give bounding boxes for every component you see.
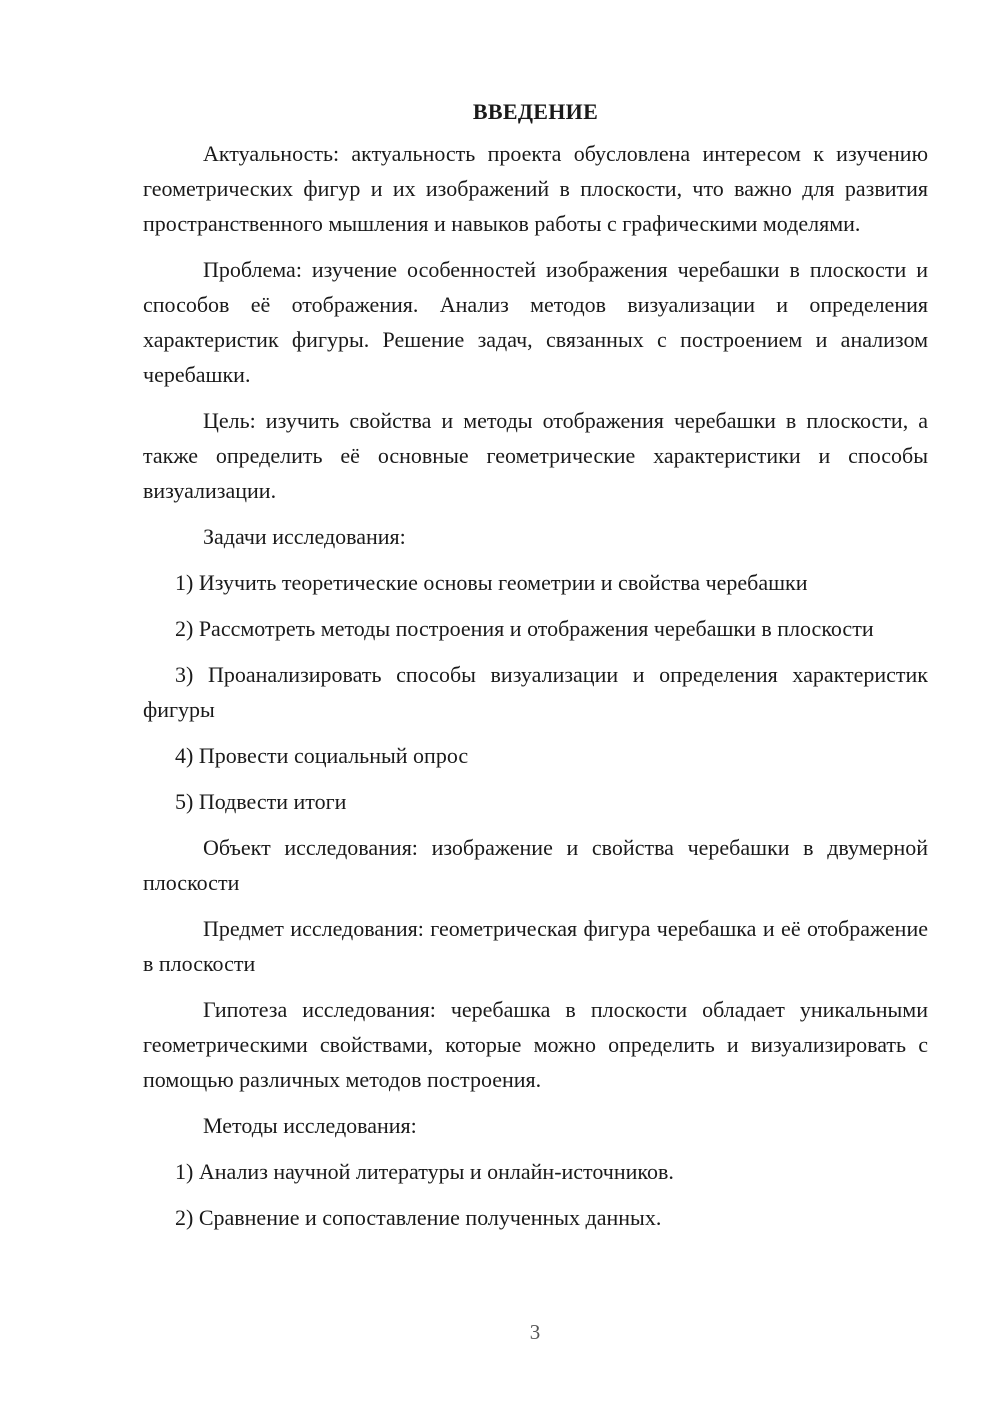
paragraph-goal: Цель: изучить свойства и методы отображения черебашки в плоскости, а также определить её основные геометрические характеристики и способы визуализации.: [143, 408, 928, 503]
paragraph-hypothesis: Гипотеза исследования: черебашка в плоскости обладает уникальными геометрическими свойствами, которые можно определить и визуализировать с помощью различных методов построения.: [143, 997, 928, 1092]
list-item: 4) Провести социальный опрос: [175, 743, 469, 768]
section-title: ВВЕДЕНИЕ: [472, 99, 599, 124]
list-item: 3) Проанализировать способы визуализации и определения характеристик фигуры: [143, 662, 928, 722]
list-item: 1) Изучить теоретические основы геометрии и свойства черебашки: [175, 570, 808, 595]
paragraph-subject: Предмет исследования: геометрическая фигура черебашка и её отображение в плоскости: [143, 916, 928, 976]
paragraph-problem: Проблема: изучение особенностей изображения черебашки в плоскости и способов её отображения. Анализ методов визуализации и определения характеристик фигуры. Решение задач, связанных с построением и анализом черебашки.: [143, 257, 928, 387]
paragraph-methods-heading: Методы исследования:: [203, 1113, 417, 1138]
document-page: [143, 96, 928, 1246]
page-number: 3: [529, 1320, 541, 1344]
list-item: 2) Рассмотреть методы построения и отображения черебашки в плоскости: [175, 616, 874, 641]
list-item: 2) Сравнение и сопоставление полученных данных.: [175, 1205, 662, 1230]
paragraph-relevance: Актуальность: актуальность проекта обусловлена интересом к изучению геометрических фигур и их изображений в плоскости, что важно для развития пространственного мышления и навыков работы с графическими моделями.: [143, 141, 928, 236]
list-item: 1) Анализ научной литературы и онлайн-источников.: [175, 1159, 674, 1184]
paragraph-tasks-heading: Задачи исследования:: [203, 524, 406, 549]
paragraph-object: Объект исследования: изображение и свойства черебашки в двумерной плоскости: [143, 835, 928, 895]
list-item: 5) Подвести итоги: [175, 789, 347, 814]
